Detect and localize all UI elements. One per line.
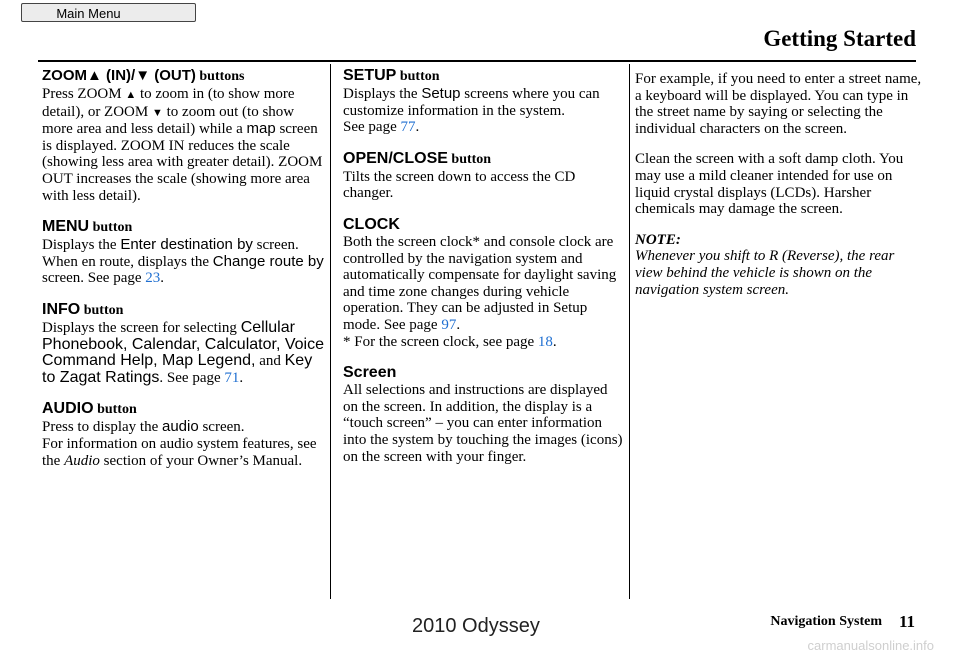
triangle-down-icon: ▼ bbox=[135, 67, 151, 84]
body-text: to zoom out (to show more area and less detail) while a bbox=[42, 103, 295, 138]
section-heading bbox=[42, 67, 324, 86]
triangle-up-icon: ▲ bbox=[87, 67, 102, 84]
main-menu-button[interactable]: Main Menu bbox=[21, 3, 196, 22]
heading-text: button bbox=[447, 151, 492, 167]
heading-text: button bbox=[80, 302, 124, 318]
heading-text: INFO bbox=[42, 300, 81, 318]
triangle-down-icon: ▼ bbox=[151, 106, 163, 119]
section-zoom bbox=[42, 67, 324, 204]
heading-text: OPEN/CLOSE bbox=[343, 149, 448, 167]
section-heading bbox=[42, 400, 324, 419]
body-text: section of your Owner’s Manual. bbox=[99, 452, 303, 469]
paragraph: For example, if you need to enter a street name, a keyboard will be displayed. You can type in the street name by saying or selecting the individual characters on the screen. bbox=[635, 71, 922, 137]
heading-text: button bbox=[93, 402, 137, 418]
section-clock bbox=[343, 216, 623, 350]
page-link[interactable]: 18 bbox=[537, 333, 553, 350]
section-body bbox=[42, 86, 324, 204]
screen-name: Setup bbox=[421, 85, 461, 102]
section-body bbox=[343, 86, 623, 119]
screen-name: Cellular Phonebook, Calendar, Calculator, Voice Command Help, Map Legend, bbox=[42, 318, 324, 370]
model-label: 2010 Odyssey bbox=[412, 615, 540, 637]
heading-text: button bbox=[89, 220, 133, 236]
body-text: . bbox=[160, 270, 165, 287]
section-audio bbox=[42, 400, 324, 469]
heading-text: AUDIO bbox=[42, 400, 94, 418]
body-text: . See page bbox=[159, 369, 225, 386]
column-divider bbox=[330, 64, 331, 599]
watermark: carmanualsonline.info bbox=[807, 638, 934, 653]
body-text: Displays the bbox=[42, 237, 121, 254]
section-body bbox=[343, 234, 623, 334]
section-heading bbox=[42, 301, 324, 320]
body-text: . bbox=[456, 316, 461, 333]
section-body: All selections and instructions are displayed on the screen. In addition, the display is a “touch screen” – you can enter information into the system by touching the images (icons) on the screen with your finger. bbox=[343, 382, 623, 465]
heading-text: Screen bbox=[343, 364, 397, 382]
body-text: screen. See page bbox=[42, 270, 146, 287]
section-heading bbox=[343, 67, 623, 86]
section-heading bbox=[343, 216, 623, 234]
section-body bbox=[42, 419, 324, 436]
section-body bbox=[343, 119, 623, 136]
screen-name: map bbox=[246, 120, 276, 138]
screen-name: Key to Zagat Ratings bbox=[42, 352, 313, 386]
page-title: Getting Started bbox=[763, 26, 916, 51]
section-body bbox=[42, 237, 324, 287]
heading-text: (IN)/ bbox=[101, 67, 136, 84]
heading-text: CLOCK bbox=[343, 215, 400, 233]
triangle-up-icon: ▲ bbox=[125, 89, 137, 101]
section-body: Tilts the screen down to access the CD changer. bbox=[343, 168, 576, 202]
section-menu bbox=[42, 218, 324, 287]
page-link[interactable]: 23 bbox=[145, 270, 161, 287]
column-right bbox=[635, 67, 925, 298]
body-text: screen. bbox=[198, 419, 245, 436]
section-body bbox=[42, 436, 324, 469]
section-heading bbox=[343, 150, 623, 169]
screen-name: Change route by bbox=[212, 252, 324, 270]
page-link[interactable]: 71 bbox=[224, 369, 240, 386]
section-heading bbox=[42, 218, 324, 237]
body-text: * For the screen clock, see page bbox=[343, 333, 538, 350]
heading-text: ZOOM bbox=[42, 67, 87, 84]
body-text: screens where you can customize information in the system. bbox=[343, 86, 600, 119]
screen-name: Enter destination by bbox=[120, 236, 253, 254]
body-text: Press ZOOM bbox=[42, 86, 126, 102]
body-text: to zoom in (to show more detail), or ZOOM bbox=[42, 86, 295, 120]
screen-name: audio bbox=[162, 418, 199, 436]
body-text: For information on audio system features, see the bbox=[42, 435, 317, 469]
heading-text: (OUT) bbox=[150, 67, 196, 84]
column-divider bbox=[629, 64, 630, 599]
body-text: screen. When en route, displays the bbox=[42, 237, 299, 270]
section-screen bbox=[343, 364, 623, 465]
paragraph: Clean the screen with a soft damp cloth. You may use a mild cleaner intended for use on liquid crystal displays (LCDs). Harsher chemicals may damage the screen. bbox=[635, 151, 904, 218]
section-setup bbox=[343, 67, 623, 136]
section-heading bbox=[343, 364, 623, 382]
section-open-close bbox=[343, 150, 623, 202]
column-left bbox=[42, 67, 324, 483]
heading-text: button bbox=[396, 69, 440, 84]
footer-section-name: Navigation System bbox=[770, 614, 882, 629]
body-text: and bbox=[255, 353, 285, 370]
body-text: Displays the bbox=[343, 86, 422, 102]
body-text: . bbox=[239, 369, 244, 386]
body-text: Both the screen clock* and console clock are controlled by the navigation system and automatically compensate for daylight saving and time zone changes during vehicle operation. They can be adjusted in Setup mode. See page bbox=[343, 233, 617, 333]
note-label: NOTE: bbox=[635, 231, 681, 248]
heading-text: SETUP bbox=[343, 67, 397, 84]
body-text: Press to display the bbox=[42, 419, 162, 436]
body-text: . bbox=[552, 333, 557, 350]
footnote bbox=[343, 334, 623, 351]
section-body bbox=[42, 320, 324, 386]
column-middle bbox=[343, 67, 623, 479]
body-text: . bbox=[415, 119, 420, 136]
heading-text: buttons bbox=[195, 69, 245, 84]
body-text: See page bbox=[343, 119, 401, 136]
page-number: 11 bbox=[898, 612, 915, 631]
heading-text: MENU bbox=[42, 218, 90, 236]
page-link[interactable]: 77 bbox=[400, 119, 416, 136]
body-text: Displays the screen for selecting bbox=[42, 319, 241, 336]
header-divider bbox=[38, 60, 916, 62]
body-text: Audio bbox=[64, 452, 100, 469]
section-info bbox=[42, 301, 324, 386]
note-body: Whenever you shift to R (Reverse), the rear view behind the vehicle is shown on the navigation system screen. bbox=[635, 248, 895, 298]
body-text: screen is displayed. ZOOM IN reduces the scale (showing less area with greater detail). ZOOM OUT increases the scale (showing more area with less detail). bbox=[42, 121, 323, 204]
page-link[interactable]: 97 bbox=[441, 316, 457, 333]
